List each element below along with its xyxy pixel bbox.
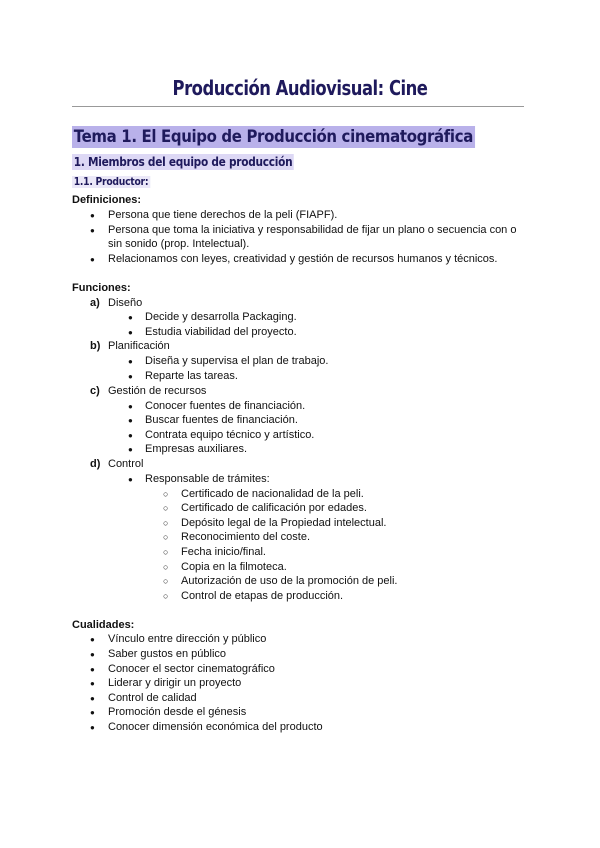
list-item: Vínculo entre dirección y público bbox=[108, 633, 267, 645]
group-label: Diseño bbox=[108, 297, 143, 309]
sub-list-item: Certificado de nacionalidad de la peli. bbox=[181, 488, 364, 500]
group-letter: d) bbox=[90, 458, 101, 470]
circle-bullet-icon bbox=[163, 589, 168, 603]
list-item: Liderar y dirigir un proyecto bbox=[108, 677, 242, 689]
list-item: Control de calidad bbox=[108, 692, 197, 704]
bullet-icon bbox=[90, 705, 95, 720]
sub-list-item: Reconocimiento del coste. bbox=[181, 531, 311, 543]
circle-bullet-icon bbox=[163, 560, 168, 574]
circle-bullet-icon bbox=[163, 501, 168, 515]
list-item: Conocer fuentes de financiación. bbox=[145, 400, 306, 412]
list-item: Diseña y supervisa el plan de trabajo. bbox=[145, 355, 329, 367]
bullet-icon bbox=[90, 223, 95, 238]
cualidades-heading: Cualidades: bbox=[72, 619, 135, 631]
bullet-icon bbox=[90, 632, 95, 647]
list-item-continuation: sin sonido (prop. Intelectual). bbox=[108, 238, 250, 250]
sub-list-item: Fecha inicio/final. bbox=[181, 546, 266, 558]
list-item: Responsable de trámites: bbox=[145, 473, 270, 485]
list-item: Empresas auxiliares. bbox=[145, 443, 248, 455]
list-item: Estudia viabilidad del proyecto. bbox=[145, 326, 297, 338]
group-label: Planificación bbox=[108, 340, 170, 352]
circle-bullet-icon bbox=[163, 545, 168, 559]
bullet-icon bbox=[128, 413, 133, 428]
bullet-icon bbox=[90, 676, 95, 691]
funciones-heading: Funciones: bbox=[72, 282, 131, 294]
list-item: Conocer dimensión económica del producto bbox=[108, 721, 323, 733]
sub-list-item: Control de etapas de producción. bbox=[181, 590, 344, 602]
bullet-icon bbox=[90, 647, 95, 662]
list-item: Buscar fuentes de financiación. bbox=[145, 414, 298, 426]
circle-bullet-icon bbox=[163, 530, 168, 544]
subsection-heading: 1.1. Productor: bbox=[73, 176, 149, 188]
circle-bullet-icon bbox=[163, 574, 168, 588]
circle-bullet-icon bbox=[163, 516, 168, 530]
circle-bullet-icon bbox=[163, 487, 168, 501]
section-heading: 1. Miembros del equipo de producción bbox=[73, 155, 293, 169]
bullet-icon bbox=[90, 208, 95, 223]
bullet-icon bbox=[90, 252, 95, 267]
list-item: Persona que tiene derechos de la peli (FIAPF). bbox=[108, 209, 338, 221]
list-item: Relacionamos con leyes, creatividad y gestión de recursos humanos y técnicos. bbox=[108, 253, 498, 265]
bullet-icon bbox=[128, 354, 133, 369]
bullet-icon bbox=[128, 428, 133, 443]
sub-list-item: Certificado de calificación por edades. bbox=[181, 502, 367, 514]
sub-list-item: Autorización de uso de la promoción de peli. bbox=[181, 575, 398, 587]
document-title: Producción Audiovisual: Cine bbox=[172, 76, 428, 100]
bullet-icon bbox=[128, 310, 133, 325]
sub-list-item: Copia en la filmoteca. bbox=[181, 561, 287, 573]
definiciones-heading: Definiciones: bbox=[72, 194, 142, 206]
list-item: Promoción desde el génesis bbox=[108, 706, 247, 718]
list-item: Saber gustos en público bbox=[108, 648, 227, 660]
bullet-icon bbox=[90, 691, 95, 706]
bullet-icon bbox=[90, 662, 95, 677]
bullet-icon bbox=[128, 369, 133, 384]
title-divider bbox=[72, 106, 524, 107]
group-label: Control bbox=[108, 458, 144, 470]
list-item: Decide y desarrolla Packaging. bbox=[145, 311, 297, 323]
tema-heading: Tema 1. El Equipo de Producción cinematográfica bbox=[73, 127, 473, 147]
group-label: Gestión de recursos bbox=[108, 385, 207, 397]
sub-list-item: Depósito legal de la Propiedad intelectual. bbox=[181, 517, 387, 529]
list-item: Conocer el sector cinematográfico bbox=[108, 663, 275, 675]
group-letter: b) bbox=[90, 340, 101, 352]
bullet-icon bbox=[128, 325, 133, 340]
list-item: Contrata equipo técnico y artístico. bbox=[145, 429, 315, 441]
list-item: Reparte las tareas. bbox=[145, 370, 238, 382]
bullet-icon bbox=[128, 399, 133, 414]
list-item: Persona que toma la iniciativa y responsabilidad de fijar un plano o secuencia con o bbox=[108, 224, 517, 236]
bullet-icon bbox=[128, 442, 133, 457]
bullet-icon bbox=[90, 720, 95, 735]
bullet-icon bbox=[128, 472, 133, 487]
group-letter: c) bbox=[90, 385, 100, 397]
group-letter: a) bbox=[90, 297, 100, 309]
